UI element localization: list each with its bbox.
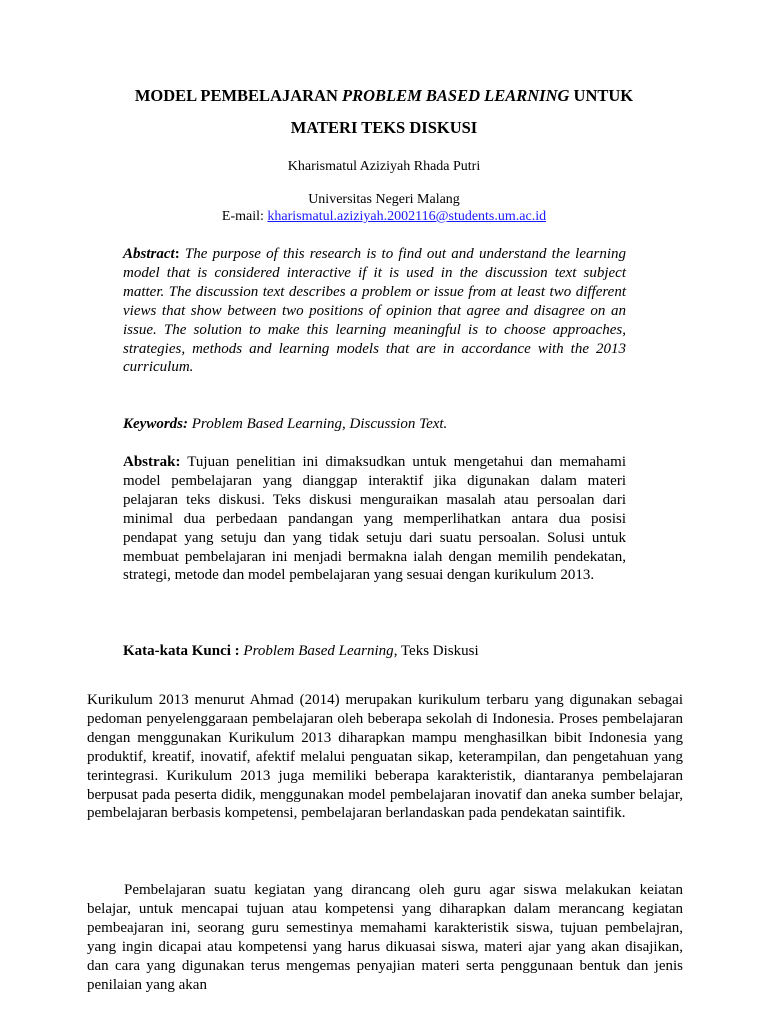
email-label: E-mail:: [221, 209, 268, 224]
paper-title-line-1: [0, 86, 768, 106]
keywords-english: [123, 415, 626, 434]
keywords-text: Problem Based Learning, Discussion Text.: [188, 416, 448, 432]
author-email-line: [0, 208, 768, 226]
paper-title-line-2: MATERI TEKS DISKUSI: [290, 118, 478, 137]
abstract-text: The purpose of this research is to find out and understand the learning model that is considered interactive if it is used in the discussion text subject matter. The discussion text describes a problem or issue from at least two different views that show between two positions of opinion that agree and disagree on an issue. The solution to make this learning meaningful is to choose approaches, strategies, methods and learning models that are in accordance with the 2013 curriculum.: [123, 246, 626, 376]
title-prefix: MODEL PEMBELAJARAN: [134, 86, 343, 105]
kata-kunci-label: Kata-kata Kunci :: [123, 643, 240, 659]
keywords-indonesian: [123, 642, 626, 661]
kata-kunci-italic: Problem Based Learning: [239, 643, 394, 659]
abstract-label: Abstract: [123, 246, 175, 262]
title-italic-term: PROBLEM BASED LEARNING: [342, 86, 570, 105]
abstract-indonesian: [123, 453, 626, 585]
abstrak-label: Abstrak:: [123, 454, 181, 470]
kata-kunci-rest: , Teks Diskusi: [393, 643, 479, 659]
abstrak-text: Tujuan penelitian ini dimaksudkan untuk mengetahui dan memahami model pembelajaran yang dianggap interaktif jika digunakan dalam materi pelajaran teks diskusi. Teks diskusi menguraikan masalah atau persoalan dari minimal dua perbedaan pandangan yang memperlihatkan antara dua posisi pendapat yang setuju dan yang tidak setuju dari suatu persoalan. Solusi untuk membuat pembelajaran ini menjadi bermakna ialah dengan memilih pendekatan, strategi, metode dan model pembelajaran yang sesuai dengan kurikulum 2013.: [123, 454, 626, 584]
abstract-colon: :: [174, 246, 180, 262]
abstract-english: [123, 245, 626, 377]
body-paragraph-2: Pembelajaran suatu kegiatan yang dirancang oleh guru agar siswa melakukan keiatan belajar, untuk mencapai tujuan atau kompetensi yang diharapkan dalam merancang kegiatan pembeajaran ini, seorang guru semestinya memahami karakteristik siswa, tujuan pembelajran, yang ingin dicapai atau kompetensi yang harus dikuasai siswa, materi ajar yang akan disajikan, dan cara yang digunakan terus mengemas penyajian materi serta penggunaan bentuk dan jenis penilaian yang akan: [87, 882, 683, 993]
email-link[interactable]: kharismatul.aziziyah.2002116@students.um.ac.id: [267, 209, 547, 224]
keywords-label: Keywords:: [123, 416, 188, 432]
author-name: Kharismatul Aziziyah Rhada Putri: [287, 159, 481, 174]
author-affiliation: Universitas Negeri Malang: [308, 192, 460, 207]
title-suffix: UNTUK: [569, 86, 634, 105]
body-paragraph-1: Kurikulum 2013 menurut Ahmad (2014) merupakan kurikulum terbaru yang digunakan sebagai pedoman penyelenggaraan pembelajaran oleh beberapa sekolah di Indonesia. Proses pembelajaran dengan menggunakan Kurikulum 2013 diharapkan mampu menghasilkan bibit Indonesia yang produktif, kreatif, inovatif, afektif melalui penguatan sikap, keterampilan, dan pengetahuan yang terintegrasi. Kurikulum 2013 juga memiliki beberapa karakteristik, diantaranya pembelajaran berpusat pada peserta didik, menggunakan model pembelajaran inovatif dan aneka sumber belajar, pembelajaran berbasis kompetensi, pembelajaran berlandaskan pada pendekatan saintifik.: [87, 692, 683, 822]
